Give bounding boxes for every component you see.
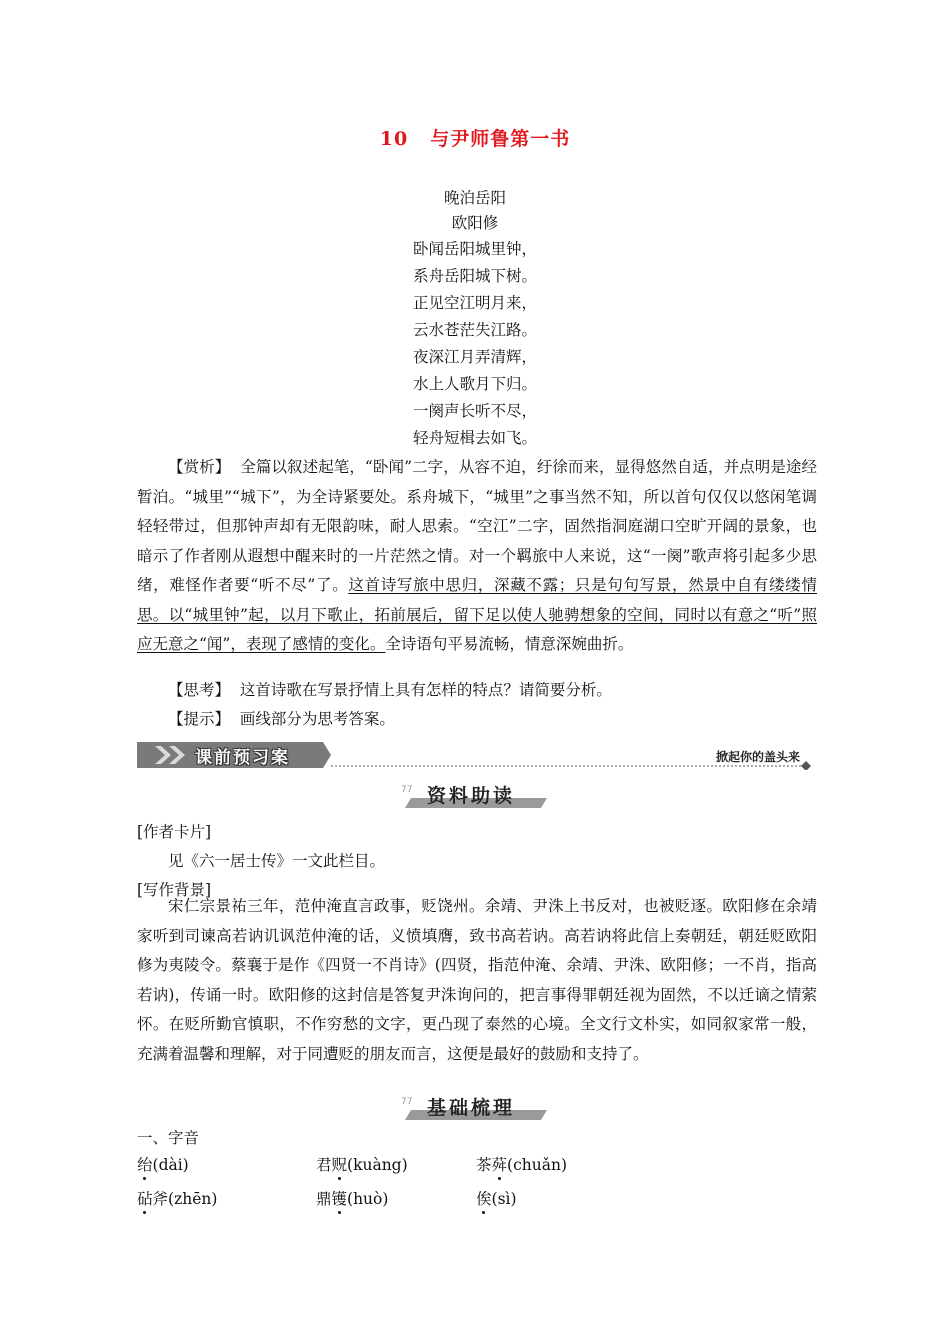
section-heading-text: 资料助读	[427, 785, 516, 807]
pronunciation-item: 茶荈(chuǎn)	[476, 1153, 567, 1175]
appreciation-text: 全篇以叙述起笔，“卧闻”二字，从容不迫，纡徐而来，显得悠然自适，并点明是途经暂泊。“城里”“城下”，为全诗紧要处。系舟城下，“城里”之事当然不知，所以首句仅仅以悠闲笔调轻轻带过，但那钟声却有无限韵味，耐人思索。“空江”二字，固然指洞庭湖口空旷开阔的景象，也暗示了作者刚从遐想中醒来时的一片茫然之情。对一个羁旅中人来说，这“一阕”歌声将引起多少思绪，难怪作者要“听不尽”了。	[137, 458, 817, 594]
section-heading-text: 基础梳理	[427, 1097, 516, 1119]
svg-text:77: 77	[401, 785, 413, 795]
poem-line: 夜深江月弄清辉，	[412, 348, 537, 366]
pronunciation-item: 君贶(kuàng)	[316, 1153, 408, 1175]
poem-title: 晚泊岳阳	[443, 189, 506, 207]
hint-paragraph	[137, 705, 817, 735]
poem-line: 系舟岳阳城下树。	[412, 267, 537, 285]
poem-line: 云水苍茫失江路。	[412, 321, 537, 339]
pronunciation-item: 绐(dài)	[137, 1153, 189, 1175]
think-text: 这首诗歌在写景抒情上具有怎样的特点？请简要分析。	[239, 681, 612, 699]
pronunciation-item: 俟(sì)	[476, 1187, 517, 1209]
think-label: 【思考】	[168, 681, 231, 699]
background-text: 宋仁宗景祐三年，范仲淹直言政事，贬饶州。余靖、尹洙上书反对，也被贬逐。欧阳修在余靖家听到司谏高若讷讥讽范仲淹的话，义愤填膺，致书高若讷。高若讷将此信上奏朝廷，朝廷贬欧阳修为夷陵令。蔡襄于是作《四贤一不肖诗》(四贤，指范仲淹、余靖、尹洙、欧阳修；一不肖，指高若讷)，传诵一时。欧阳修的这封信是答复尹洙询问的，把言事得罪朝廷视为固然，不以迁谪之情萦怀。在贬所勤官慎职，不作穷愁的文字，更凸现了泰然的心境。全文行文朴实，如同叙家常一般，充满着温馨和理解，对于同遭贬的朋友而言，这便是最好的鼓励和支持了。	[137, 897, 817, 1063]
hint-label: 【提示】	[168, 710, 231, 728]
svg-text:77: 77	[401, 1097, 413, 1107]
lesson-number: 10	[379, 128, 409, 150]
section-banner	[137, 740, 814, 770]
pronunciation-item: 鼎镬(huò)	[316, 1187, 388, 1209]
pronunciation-row	[137, 1187, 817, 1211]
poem-line: 水上人歌月下归。	[412, 375, 537, 393]
poem-line: 轻舟短楫去如飞。	[412, 429, 537, 447]
poem-author: 欧阳修	[451, 214, 499, 232]
banner-label: 课前预习案	[195, 748, 290, 768]
appreciation-label: 【赏析】	[168, 458, 231, 476]
section-heading-basics	[0, 1088, 950, 1122]
pronunciation-item: 砧斧(zhēn)	[137, 1187, 217, 1209]
pronunciation-subheading: 一、字音	[137, 1129, 200, 1147]
section-heading-reading	[0, 776, 950, 810]
think-paragraph	[137, 676, 817, 706]
author-card-text: 见《六一居士传》一文此栏目。	[168, 852, 386, 870]
banner-subtitle: 掀起你的盖头来	[715, 750, 800, 764]
pronunciation-row	[137, 1153, 817, 1177]
page-title	[0, 124, 950, 151]
appreciation-text-end: 全诗语句平易流畅，情意深婉曲折。	[385, 635, 634, 653]
poem-line: 正见空江明月来，	[412, 294, 537, 312]
hint-text: 画线部分为思考答案。	[239, 710, 395, 728]
appreciation-underlined-text: 这首诗写旅中思归，深藏不露；只是句句写景，然景中自有缕缕情思。以“城里钟”起，以月下歌止，拓前展后，留下足以使人驰骋想象的空间，同时以有意之“听”照应无意之“闻”，表现了感情的变化。	[137, 576, 817, 653]
lesson-title: 与尹师鲁第一书	[430, 128, 571, 150]
author-card-label: [作者卡片]	[137, 823, 212, 841]
background-label-text: [写作背景]	[137, 881, 212, 899]
poem	[0, 186, 950, 452]
appreciation-paragraph	[137, 453, 817, 660]
poem-line: 卧闻岳阳城里钟，	[412, 240, 537, 258]
poem-line: 一阕声长听不尽，	[412, 402, 537, 420]
